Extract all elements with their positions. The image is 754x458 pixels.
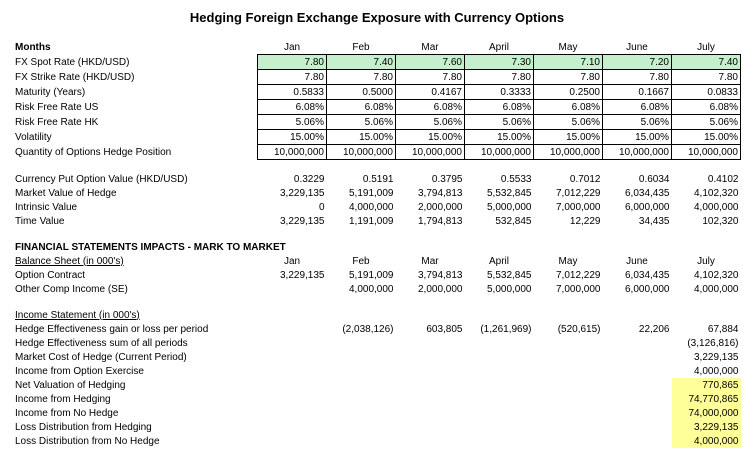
income-statement-cell[interactable] [534, 420, 603, 434]
month-header: June [626, 41, 648, 53]
input-label: FX Strike Rate (HKD/USD) [15, 71, 135, 83]
input-cell[interactable]: 6.08% [603, 100, 672, 115]
income-statement-cell[interactable] [258, 336, 327, 350]
balance-sheet-cell[interactable]: 2,000,000 [418, 283, 463, 295]
income-statement-cell[interactable] [603, 378, 672, 392]
income-statement-header-row [13, 308, 741, 322]
input-cell[interactable]: 5.06% [465, 115, 534, 130]
empty-cell [396, 308, 465, 322]
income-statement-heading: Income Statement (in 000's) [15, 309, 140, 321]
income-statement-cell[interactable] [396, 336, 465, 350]
spacer-cell [13, 228, 741, 240]
spacer-cell [13, 296, 741, 308]
income-statement-label: Hedge Effectiveness gain or loss per period [15, 323, 209, 335]
month-header: July [697, 41, 715, 53]
valuation-cell[interactable]: 3,794,813 [418, 187, 463, 199]
valuation-cell[interactable]: 102,320 [702, 215, 739, 227]
valuation-cell[interactable]: 3,229,135 [280, 215, 325, 227]
income-statement-label: Income from Option Exercise [15, 365, 144, 377]
valuation-cell[interactable]: 0.5533 [500, 173, 532, 185]
income-statement-cell[interactable] [603, 364, 672, 378]
valuation-cell[interactable]: 532,845 [495, 215, 532, 227]
income-statement-cell[interactable] [603, 392, 672, 406]
income-statement-label: Net Valuation of Hedging [15, 379, 126, 391]
input-row [13, 145, 741, 160]
income-statement-cell[interactable] [534, 392, 603, 406]
input-cell[interactable]: 7.80 [258, 55, 327, 70]
income-statement-cell[interactable] [258, 350, 327, 364]
spacer-row [13, 296, 741, 308]
input-cell[interactable]: 10,000,000 [258, 145, 327, 160]
input-label: Quantity of Options Hedge Position [15, 146, 172, 158]
valuation-cell[interactable]: 34,435 [638, 215, 670, 227]
income-statement-cell[interactable] [603, 350, 672, 364]
input-label: Risk Free Rate HK [15, 116, 99, 128]
valuation-cell[interactable]: 12,229 [569, 215, 601, 227]
balance-sheet-cell[interactable] [258, 282, 327, 296]
income-statement-row [13, 392, 741, 406]
input-row [13, 85, 741, 100]
income-statement-cell[interactable] [327, 364, 396, 378]
empty-cell [672, 308, 741, 322]
balance-sheet-cell[interactable]: 5,532,845 [487, 269, 532, 281]
income-statement-cell[interactable] [396, 434, 465, 448]
balance-sheet-cell[interactable]: 4,000,000 [694, 283, 739, 295]
valuation-cell[interactable]: 0 [318, 201, 325, 213]
income-statement-cell[interactable]: 3,229,135 [694, 351, 739, 363]
income-statement-cell[interactable] [327, 378, 396, 392]
income-statement-cell[interactable] [465, 434, 534, 448]
valuation-cell[interactable]: 6,034,435 [625, 187, 670, 199]
input-cell[interactable]: 0.5000 [327, 85, 396, 100]
valuation-row [13, 214, 741, 228]
valuation-cell[interactable]: 4,000,000 [349, 201, 394, 213]
income-statement-cell[interactable]: 67,884 [707, 323, 739, 335]
income-statement-cell[interactable] [327, 350, 396, 364]
month-header: Jan [283, 41, 301, 53]
balance-sheet-label: Option Contract [15, 269, 86, 281]
income-statement-label: Income from No Hedge [15, 407, 119, 419]
month-header: June [626, 255, 648, 267]
input-cell[interactable]: 15.00% [672, 130, 741, 145]
income-statement-cell[interactable] [534, 378, 603, 392]
input-cell[interactable]: 5.06% [672, 115, 741, 130]
empty-cell [534, 308, 603, 322]
income-statement-row [13, 322, 741, 336]
income-statement-cell[interactable]: (1,261,969) [480, 323, 532, 335]
input-cell[interactable]: 5.06% [396, 115, 465, 130]
income-statement-cell[interactable] [258, 322, 327, 336]
income-statement-cell[interactable] [534, 406, 603, 420]
income-statement-cell[interactable]: 4,000,000 [672, 434, 741, 448]
valuation-cell[interactable]: 2,000,000 [418, 201, 463, 213]
input-cell[interactable]: 5.06% [327, 115, 396, 130]
input-cell[interactable]: 7.30 [465, 55, 534, 70]
sheet-title: Hedging Foreign Exchange Exposure with Currency Options [189, 10, 565, 25]
empty-cell [258, 308, 327, 322]
income-statement-cell[interactable] [465, 364, 534, 378]
income-statement-row [13, 364, 741, 378]
input-cell[interactable]: 7.80 [672, 70, 741, 85]
income-statement-cell[interactable] [465, 392, 534, 406]
month-header: July [697, 255, 715, 267]
income-statement-cell[interactable] [396, 378, 465, 392]
input-cell[interactable]: 10,000,000 [534, 145, 603, 160]
input-cell[interactable]: 6.08% [672, 100, 741, 115]
income-statement-cell[interactable]: (520,615) [557, 323, 601, 335]
income-statement-cell[interactable] [465, 420, 534, 434]
valuation-cell[interactable]: 1,794,813 [418, 215, 463, 227]
income-statement-cell[interactable]: 603,805 [426, 323, 463, 335]
income-statement-row [13, 378, 741, 392]
income-statement-cell[interactable] [258, 364, 327, 378]
input-cell[interactable]: 0.2500 [534, 85, 603, 100]
income-statement-row [13, 434, 741, 448]
input-cell[interactable]: 0.0833 [672, 85, 741, 100]
input-cell[interactable]: 7.80 [465, 70, 534, 85]
balance-sheet-heading: Balance Sheet (in 000's) [15, 255, 124, 267]
income-statement-label: Market Cost of Hedge (Current Period) [15, 351, 187, 363]
spreadsheet-table [13, 40, 741, 448]
months-header-row [13, 40, 741, 55]
income-statement-cell[interactable] [258, 434, 327, 448]
input-cell[interactable]: 7.80 [603, 70, 672, 85]
month-header: May [558, 41, 578, 53]
empty-cell [327, 308, 396, 322]
valuation-cell[interactable]: 1,191,009 [349, 215, 394, 227]
input-cell[interactable]: 6.08% [534, 100, 603, 115]
income-statement-cell[interactable]: 22,206 [638, 323, 670, 335]
income-statement-cell[interactable] [534, 364, 603, 378]
month-header: Feb [352, 41, 370, 53]
income-statement-row [13, 420, 741, 434]
input-cell[interactable]: 0.5833 [258, 85, 327, 100]
valuation-cell[interactable]: 5,532,845 [487, 187, 532, 199]
income-statement-cell[interactable] [603, 434, 672, 448]
input-cell[interactable]: 7.10 [534, 55, 603, 70]
input-cell[interactable]: 7.80 [534, 70, 603, 85]
input-cell[interactable]: 5.06% [534, 115, 603, 130]
fs-heading: FINANCIAL STATEMENTS IMPACTS - MARK TO MARKET [15, 241, 286, 253]
income-statement-cell[interactable] [396, 392, 465, 406]
balance-sheet-cell[interactable]: 7,012,229 [556, 269, 601, 281]
input-label: Volatility [15, 131, 52, 143]
income-statement-cell[interactable] [603, 336, 672, 350]
spacer-row [13, 160, 741, 173]
input-cell[interactable]: 6.08% [258, 100, 327, 115]
fs-heading-row [13, 240, 741, 254]
input-cell[interactable]: 6.08% [465, 100, 534, 115]
months-label: Months [15, 41, 51, 53]
valuation-cell[interactable]: 7,012,229 [556, 187, 601, 199]
income-statement-cell[interactable]: 770,865 [672, 378, 741, 392]
income-statement-row [13, 406, 741, 420]
input-row [13, 115, 741, 130]
month-header: Jan [283, 255, 301, 267]
balance-sheet-header-row [13, 254, 741, 268]
valuation-cell[interactable]: 0.3795 [431, 173, 463, 185]
input-cell[interactable]: 5.06% [603, 115, 672, 130]
input-cell[interactable]: 0.1667 [603, 85, 672, 100]
input-row [13, 55, 741, 70]
income-statement-cell[interactable]: 3,229,135 [672, 420, 741, 434]
income-statement-cell[interactable] [327, 406, 396, 420]
valuation-cell[interactable]: 0.6034 [638, 173, 670, 185]
income-statement-cell[interactable] [258, 378, 327, 392]
income-statement-cell[interactable] [258, 392, 327, 406]
income-statement-cell[interactable] [534, 350, 603, 364]
income-statement-cell[interactable] [258, 420, 327, 434]
income-statement-label: Loss Distribution from No Hedge [15, 435, 160, 447]
balance-sheet-cell[interactable]: 3,794,813 [418, 269, 463, 281]
valuation-cell[interactable]: 4,102,320 [694, 187, 739, 199]
empty-cell [465, 308, 534, 322]
income-statement-label: Loss Distribution from Hedging [15, 421, 152, 433]
valuation-row [13, 172, 741, 186]
income-statement-cell[interactable] [396, 420, 465, 434]
balance-sheet-row [13, 282, 741, 296]
valuation-label: Intrinsic Value [15, 201, 78, 213]
income-statement-cell[interactable] [534, 336, 603, 350]
month-header: Mar [421, 255, 439, 267]
month-header: May [558, 255, 578, 267]
month-header: Mar [421, 41, 439, 53]
input-cell[interactable]: 15.00% [258, 130, 327, 145]
balance-sheet-cell[interactable]: 5,000,000 [487, 283, 532, 295]
income-statement-cell[interactable] [534, 434, 603, 448]
input-cell[interactable]: 7.80 [396, 70, 465, 85]
income-statement-cell[interactable] [603, 420, 672, 434]
input-cell[interactable]: 15.00% [534, 130, 603, 145]
balance-sheet-cell[interactable]: 3,229,135 [280, 269, 325, 281]
input-cell[interactable]: 6.08% [327, 100, 396, 115]
balance-sheet-cell[interactable]: 7,000,000 [556, 283, 601, 295]
balance-sheet-cell[interactable]: 5,191,009 [349, 269, 394, 281]
input-label: Maturity (Years) [15, 86, 86, 98]
input-cell[interactable]: 15.00% [327, 130, 396, 145]
spacer-row [13, 228, 741, 240]
balance-sheet-label: Other Comp Income (SE) [15, 283, 128, 295]
income-statement-row [13, 350, 741, 364]
input-cell[interactable]: 15.00% [396, 130, 465, 145]
income-statement-cell[interactable] [603, 406, 672, 420]
valuation-cell[interactable]: 0.7012 [569, 173, 601, 185]
income-statement-label: Income from Hedging [15, 393, 111, 405]
income-statement-cell[interactable]: 4,000,000 [694, 365, 739, 377]
input-cell[interactable]: 15.00% [603, 130, 672, 145]
income-statement-cell[interactable] [465, 336, 534, 350]
valuation-cell[interactable]: 4,000,000 [694, 201, 739, 213]
input-label: Risk Free Rate US [15, 101, 99, 113]
input-row [13, 70, 741, 85]
valuation-cell[interactable]: 0.4102 [707, 173, 739, 185]
input-row [13, 100, 741, 115]
input-row [13, 130, 741, 145]
valuation-cell[interactable]: 6,000,000 [625, 201, 670, 213]
income-statement-cell[interactable] [258, 406, 327, 420]
income-statement-cell[interactable] [465, 406, 534, 420]
income-statement-cell[interactable] [327, 420, 396, 434]
input-cell[interactable]: 0.4167 [396, 85, 465, 100]
input-cell[interactable]: 10,000,000 [603, 145, 672, 160]
input-cell[interactable]: 7.40 [672, 55, 741, 70]
balance-sheet-row [13, 268, 741, 282]
balance-sheet-cell[interactable]: 6,000,000 [625, 283, 670, 295]
balance-sheet-cell[interactable]: 4,000,000 [349, 283, 394, 295]
input-cell[interactable]: 6.08% [396, 100, 465, 115]
income-statement-row [13, 336, 741, 350]
valuation-cell[interactable]: 5,000,000 [487, 201, 532, 213]
month-header: April [488, 255, 509, 267]
month-header: April [488, 41, 509, 53]
income-statement-cell[interactable]: 74,000,000 [672, 406, 741, 420]
balance-sheet-cell[interactable]: 4,102,320 [694, 269, 739, 281]
input-cell[interactable]: 10,000,000 [327, 145, 396, 160]
valuation-cell[interactable]: 0.3229 [293, 173, 325, 185]
valuation-cell[interactable]: 7,000,000 [556, 201, 601, 213]
input-cell[interactable]: 7.80 [327, 70, 396, 85]
income-statement-cell[interactable]: (2,038,126) [342, 323, 394, 335]
input-label: FX Spot Rate (HKD/USD) [15, 56, 130, 68]
input-cell[interactable]: 5.06% [258, 115, 327, 130]
income-statement-cell[interactable] [396, 364, 465, 378]
valuation-cell[interactable]: 0.5191 [362, 173, 394, 185]
income-statement-cell[interactable] [327, 392, 396, 406]
input-cell[interactable]: 7.80 [258, 70, 327, 85]
valuation-row [13, 186, 741, 200]
month-header: Feb [352, 255, 370, 267]
valuation-label: Currency Put Option Value (HKD/USD) [15, 173, 188, 185]
income-statement-cell[interactable]: 74,770,865 [672, 392, 741, 406]
valuation-cell[interactable]: 5,191,009 [349, 187, 394, 199]
income-statement-cell[interactable] [465, 378, 534, 392]
valuation-row [13, 200, 741, 214]
income-statement-cell[interactable] [396, 406, 465, 420]
input-cell[interactable]: 7.20 [603, 55, 672, 70]
valuation-cell[interactable]: 3,229,135 [280, 187, 325, 199]
income-statement-cell[interactable] [396, 350, 465, 364]
balance-sheet-cell[interactable]: 6,034,435 [625, 269, 670, 281]
income-statement-cell[interactable] [327, 336, 396, 350]
input-cell[interactable]: 10,000,000 [465, 145, 534, 160]
input-cell[interactable]: 15.00% [465, 130, 534, 145]
input-cell[interactable]: 7.60 [396, 55, 465, 70]
valuation-label: Market Value of Hedge [15, 187, 117, 199]
input-cell[interactable]: 10,000,000 [396, 145, 465, 160]
income-statement-cell[interactable] [327, 434, 396, 448]
input-cell[interactable]: 7.40 [327, 55, 396, 70]
income-statement-cell[interactable] [465, 350, 534, 364]
income-statement-label: Hedge Effectiveness sum of all periods [15, 337, 188, 349]
valuation-label: Time Value [15, 215, 65, 227]
input-cell[interactable]: 10,000,000 [672, 145, 741, 160]
spacer-cell [13, 160, 741, 173]
empty-cell [603, 308, 672, 322]
input-cell[interactable]: 0.3333 [465, 85, 534, 100]
income-statement-cell[interactable]: (3,126,816) [687, 337, 739, 349]
